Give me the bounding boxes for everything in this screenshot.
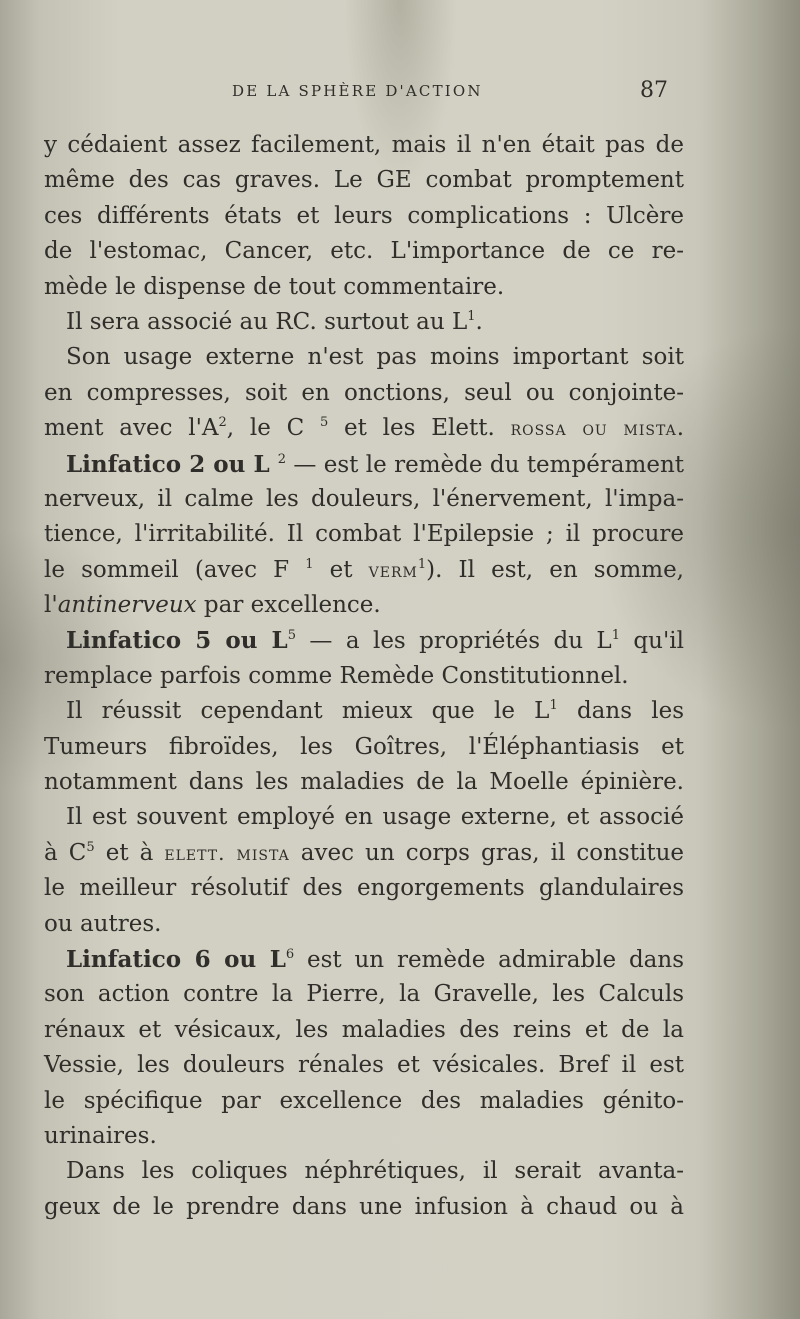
text-segment: .: [475, 308, 483, 335]
text-segment: Linfatico 6 ou L: [66, 945, 286, 973]
superscript: 2: [277, 451, 286, 467]
text-segment: urinaires.: [44, 1122, 157, 1149]
superscript: 5: [86, 839, 95, 855]
text-segment: Tumeurs fibroïdes, les Goîtres, l'Éléphantiasis et: [44, 733, 684, 760]
text-line: [44, 340, 684, 375]
text-segment: Linfatico 2 ou L: [66, 450, 278, 478]
text-segment: nerveux, il calme les douleurs, l'énervement, l'impa-: [44, 485, 684, 512]
text-segment: y cédaient assez facilement, mais il n'en était pas de: [44, 132, 684, 158]
text-segment: Linfatico 5 ou L: [66, 627, 288, 655]
text-line: [44, 588, 684, 623]
text-segment: geux de le prendre dans une infusion à chaud ou à: [44, 1193, 684, 1220]
text-segment: verm: [368, 557, 418, 582]
text-line: [44, 517, 684, 552]
text-segment: Il réussit cependant mieux que le L: [66, 698, 550, 725]
text-segment: Son usage externe n'est pas moins important soit: [66, 344, 684, 371]
text-segment: , le C: [226, 415, 320, 442]
text-line: [44, 376, 684, 411]
text-line: [44, 800, 684, 835]
page-header: [0, 78, 800, 112]
text-segment: remplace parfois comme Remède Constitutionnel.: [44, 662, 629, 689]
text-segment: elett. mista: [164, 840, 290, 865]
text-segment: notamment dans les maladies de la Moelle épinière.: [44, 769, 684, 796]
text-line: [44, 623, 684, 658]
text-segment: et: [313, 556, 369, 583]
text-segment: ment avec l'A: [44, 415, 219, 442]
text-segment: Il est souvent employé en usage externe, et associé: [66, 804, 684, 831]
text-segment: rénaux et vésicaux, les maladies des reins et de la: [44, 1016, 684, 1043]
text-line: [44, 871, 684, 906]
text-segment: même des cas graves. Le GE combat promptement: [44, 167, 684, 194]
text-line: [44, 553, 684, 588]
text-segment: son action contre la Pierre, la Gravelle, les Calculs: [44, 981, 684, 1008]
text-segment: est un remède admirable dans: [294, 946, 684, 973]
superscript: 1: [305, 556, 314, 572]
superscript: 5: [320, 415, 329, 431]
superscript: 5: [287, 628, 296, 644]
superscript: 1: [467, 308, 476, 324]
text-line: [44, 694, 684, 729]
text-line: [44, 977, 684, 1012]
text-segment: mède le dispense de tout commentaire.: [44, 273, 505, 300]
text-line: [44, 163, 684, 198]
text-segment: — a les propriétés du L: [296, 628, 612, 655]
text-segment: Vessie, les douleurs rénales et vésicales. Bref il est: [44, 1052, 684, 1079]
text-line: [44, 199, 684, 234]
superscript: 1: [611, 628, 620, 644]
superscript: 1: [549, 698, 558, 714]
text-segment: ou autres.: [44, 910, 162, 937]
text-segment: tience, l'irritabilité. Il combat l'Epilepsie ; il procure: [44, 521, 684, 548]
text-line: [44, 270, 684, 305]
text-segment: le meilleur résolutif des engorgements glandulaires: [44, 875, 684, 902]
text-segment: dans les: [557, 698, 684, 725]
text-segment: en compresses, soit en onctions, seul ou conjointe-: [44, 379, 684, 406]
text-line: [44, 1190, 684, 1225]
text-segment: et les Elett.: [328, 415, 511, 442]
text-segment: de l'estomac, Cancer, etc. L'importance de ce re-: [44, 238, 684, 265]
text-line: [44, 305, 684, 340]
text-segment: rossa ou mista: [510, 416, 677, 441]
text-line: [44, 659, 684, 694]
text-segment: le spécifique par excellence des maladies génito-: [44, 1087, 684, 1114]
text-line: [44, 234, 684, 269]
body-text: [44, 128, 684, 1225]
text-line: [44, 730, 684, 765]
text-segment: par excellence.: [196, 592, 381, 619]
superscript: 6: [285, 946, 295, 962]
text-line: [44, 836, 684, 871]
text-line: [44, 482, 684, 517]
text-segment: avec un corps gras, il constitue: [289, 839, 684, 866]
text-line: [44, 765, 684, 800]
superscript: 1: [417, 556, 427, 572]
text-line: [44, 128, 684, 163]
text-segment: qu'il: [620, 628, 684, 655]
text-segment: .: [676, 415, 684, 442]
text-segment: ). Il est, en somme,: [426, 556, 684, 583]
text-line: [44, 447, 684, 482]
text-segment: Dans les coliques néphrétiques, il serait avanta-: [66, 1158, 684, 1185]
text-segment: et à: [94, 839, 165, 866]
page-number: 87: [640, 78, 668, 103]
text-segment: Il sera associé au RC. surtout au L: [66, 308, 468, 335]
text-line: [44, 1154, 684, 1189]
text-segment: à C: [44, 839, 87, 866]
text-segment: ces différents états et leurs complications : Ulcère: [44, 202, 684, 229]
text-line: [44, 1119, 684, 1154]
text-line: [44, 1048, 684, 1083]
text-line: [44, 942, 684, 977]
running-head: DE LA SPHÈRE D'ACTION: [232, 82, 483, 100]
text-segment: le sommeil (avec F: [44, 556, 306, 583]
text-segment: antinerveux: [57, 592, 197, 619]
text-segment: l': [44, 592, 58, 619]
text-line: [44, 907, 684, 942]
superscript: 2: [218, 415, 227, 431]
text-segment: — est le remède du tempérament: [285, 451, 684, 478]
text-line: [44, 411, 684, 446]
text-line: [44, 1084, 684, 1119]
text-line: [44, 1013, 684, 1048]
